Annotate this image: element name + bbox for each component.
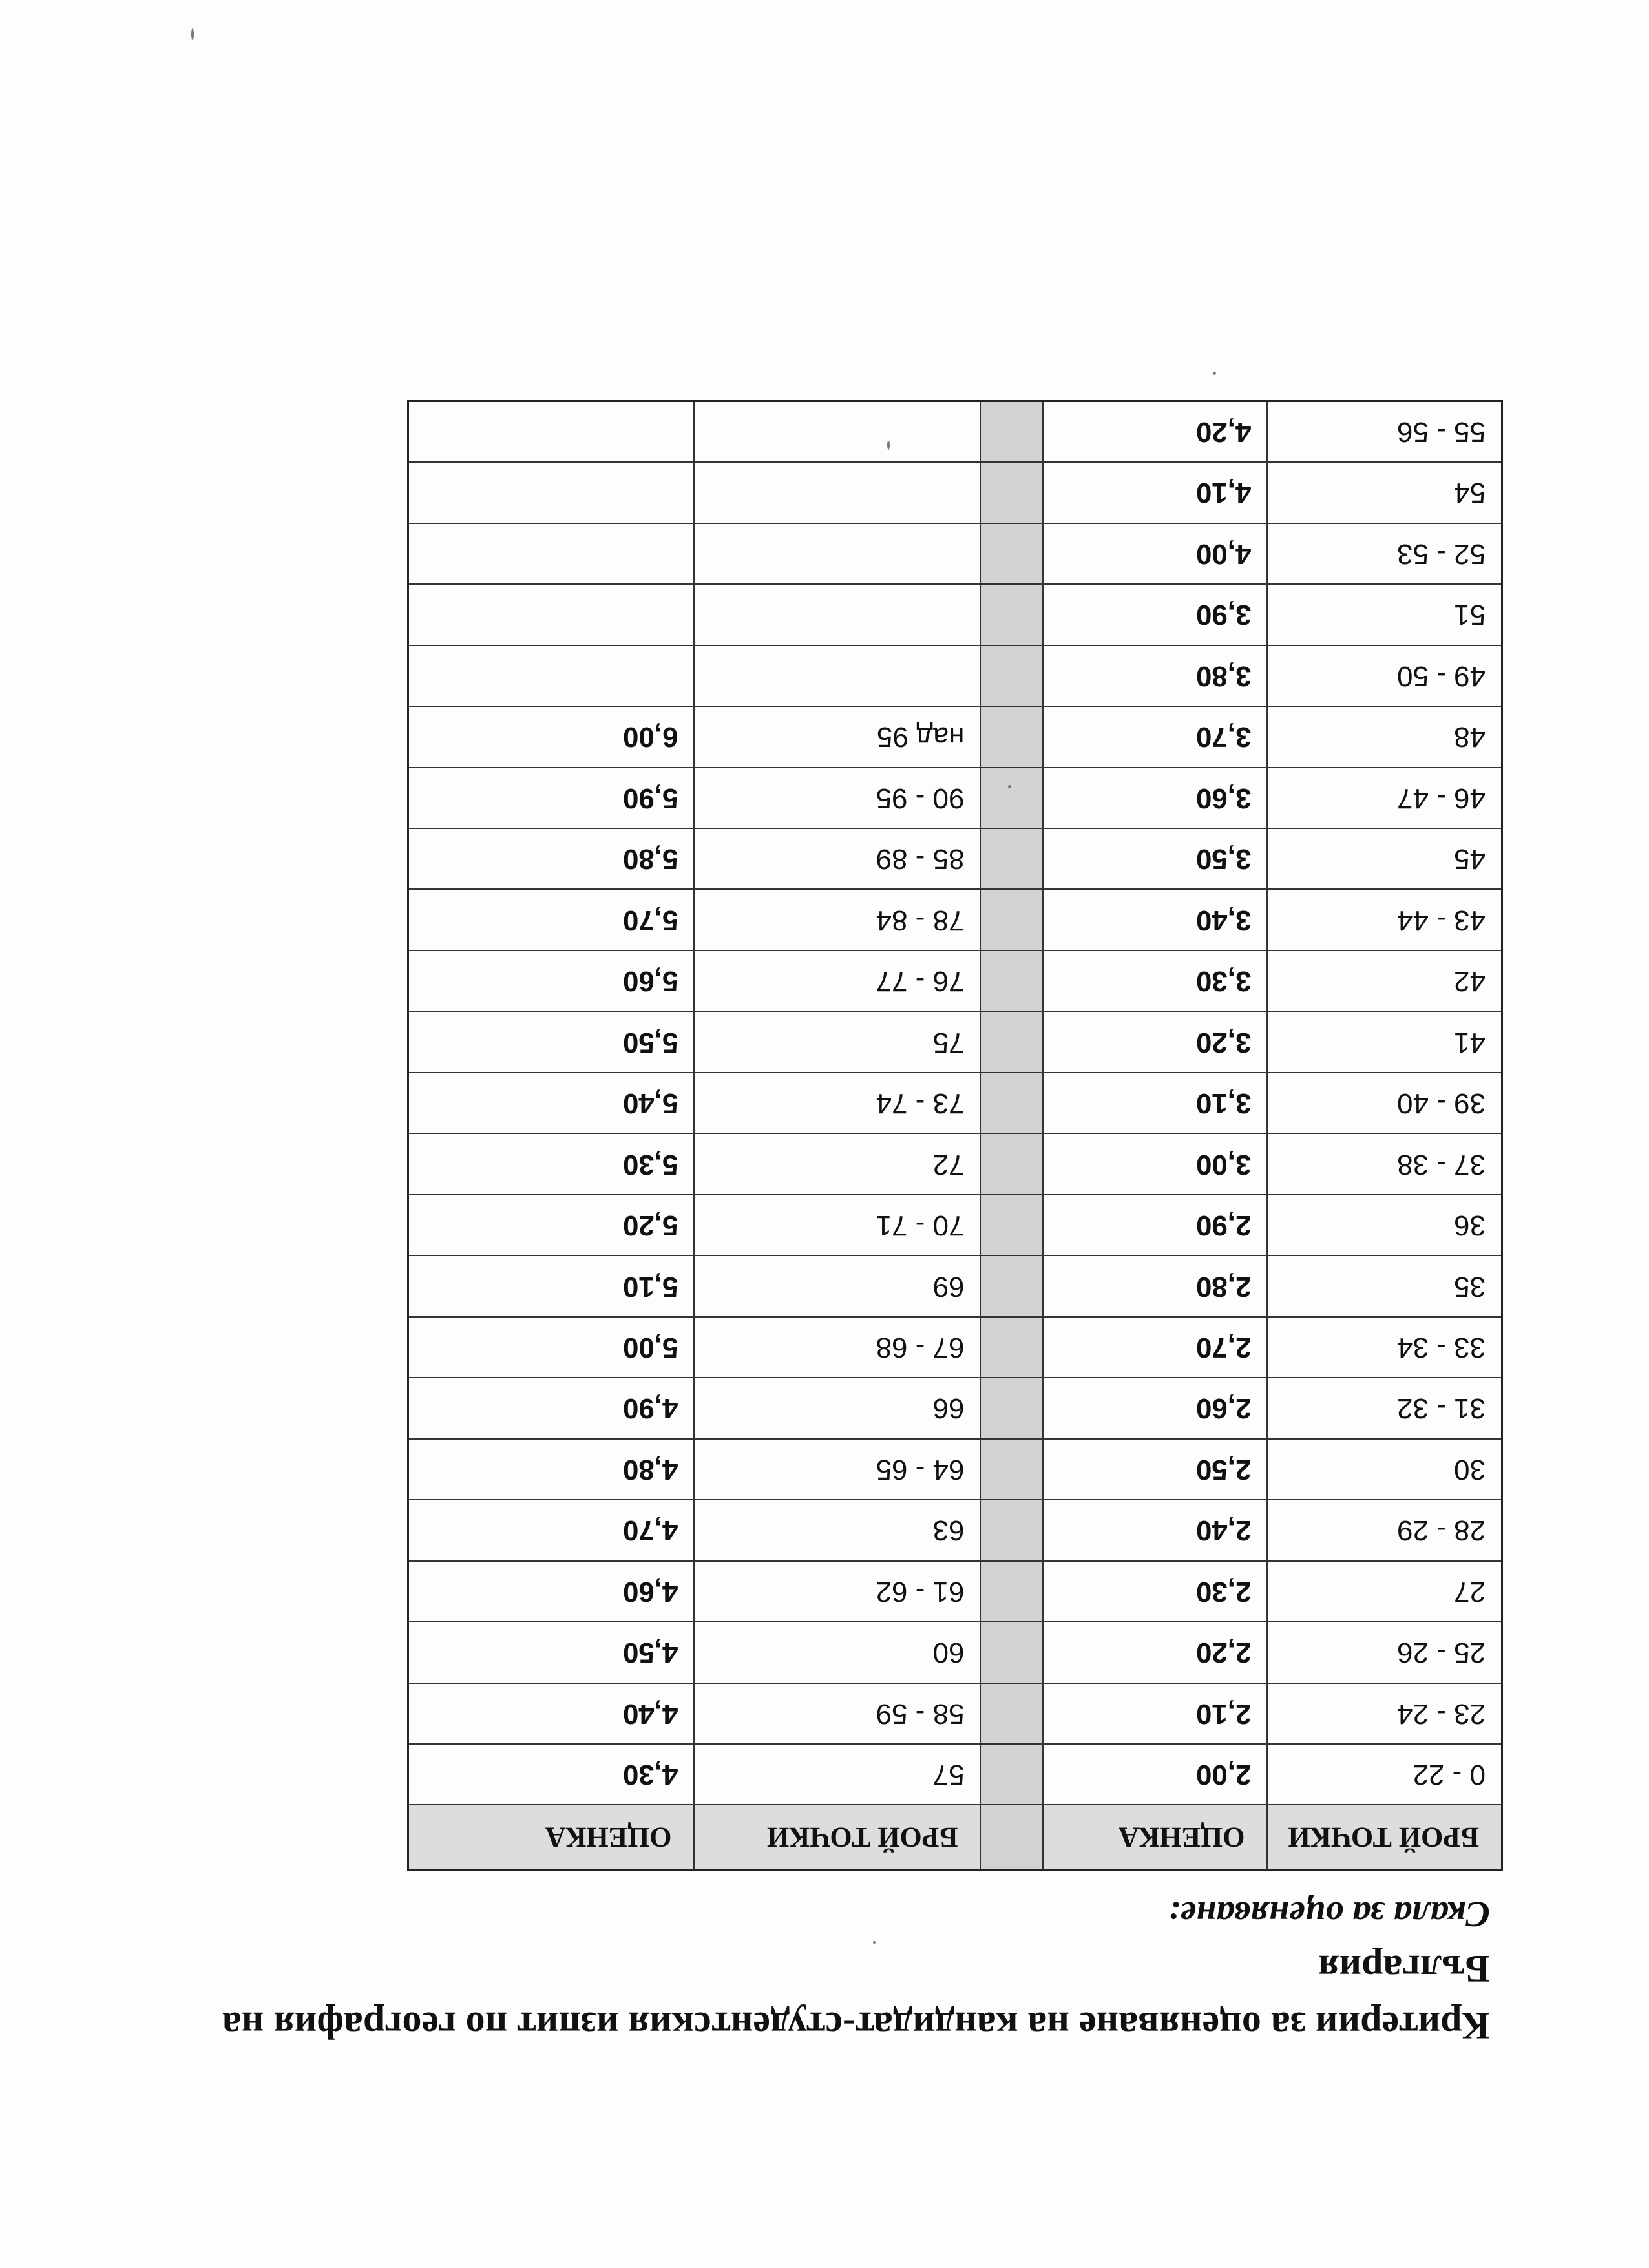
points-left-cell: 35 xyxy=(1268,1255,1502,1316)
points-left-cell: 45 xyxy=(1268,828,1502,889)
gap-cell xyxy=(981,1378,1044,1438)
header-gap xyxy=(981,1805,1044,1870)
gap-cell xyxy=(981,1439,1044,1500)
grade-right-cell: 5,10 xyxy=(408,1255,695,1316)
header-points-right: БРОЙ ТОЧКИ xyxy=(695,1805,981,1870)
gap-cell xyxy=(981,706,1044,767)
points-left-cell: 33 - 34 xyxy=(1268,1317,1502,1378)
gap-cell xyxy=(981,889,1044,950)
points-right-cell: 85 - 89 xyxy=(695,828,981,889)
table-row xyxy=(408,828,1502,889)
document-title: Критерии за оценяване на кандидат-студентския изпит по география на България xyxy=(222,1948,1490,2047)
grade-right-cell: 4,80 xyxy=(408,1439,695,1500)
grade-right-cell: 4,30 xyxy=(408,1744,695,1805)
points-left-cell: 31 - 32 xyxy=(1268,1378,1502,1438)
grade-left-cell: 3,80 xyxy=(1044,646,1268,706)
gap-cell xyxy=(981,1561,1044,1622)
gap-cell xyxy=(981,1255,1044,1316)
points-left-cell: 55 - 56 xyxy=(1268,401,1502,463)
points-right-cell: 57 xyxy=(695,1744,981,1805)
points-right-cell xyxy=(695,401,981,463)
gap-cell xyxy=(981,401,1044,463)
points-left-cell: 51 xyxy=(1268,584,1502,645)
gap-cell xyxy=(981,462,1044,523)
table-row xyxy=(408,1683,1502,1744)
points-right-cell: над 95 xyxy=(695,706,981,767)
gap-cell xyxy=(981,1195,1044,1255)
scan-speck xyxy=(887,441,890,450)
grade-left-cell: 2,70 xyxy=(1044,1317,1268,1378)
grade-right-cell: 4,60 xyxy=(408,1561,695,1622)
grade-left-cell: 2,10 xyxy=(1044,1683,1268,1744)
grade-right-cell: 5,20 xyxy=(408,1195,695,1255)
table-row xyxy=(408,523,1502,584)
gap-cell xyxy=(981,1073,1044,1133)
points-left-cell: 36 xyxy=(1268,1195,1502,1255)
gap-cell xyxy=(981,768,1044,828)
grade-left-cell: 4,20 xyxy=(1044,401,1268,463)
points-right-cell xyxy=(695,584,981,645)
points-right-cell: 69 xyxy=(695,1255,981,1316)
points-left-cell: 43 - 44 xyxy=(1268,889,1502,950)
grade-right-cell xyxy=(408,646,695,706)
grade-right-cell: 4,90 xyxy=(408,1378,695,1438)
points-left-cell: 52 - 53 xyxy=(1268,523,1502,584)
gap-cell xyxy=(981,646,1044,706)
points-left-cell: 27 xyxy=(1268,1561,1502,1622)
points-left-cell: 0 - 22 xyxy=(1268,1744,1502,1805)
grade-right-cell: 5,70 xyxy=(408,889,695,950)
gap-cell xyxy=(981,1317,1044,1378)
points-left-cell: 37 - 38 xyxy=(1268,1133,1502,1194)
table-row xyxy=(408,706,1502,767)
grade-left-cell: 2,30 xyxy=(1044,1561,1268,1622)
grade-left-cell: 2,90 xyxy=(1044,1195,1268,1255)
points-left-cell: 28 - 29 xyxy=(1268,1500,1502,1560)
grade-left-cell: 4,00 xyxy=(1044,523,1268,584)
gap-cell xyxy=(981,1683,1044,1744)
table-row xyxy=(408,1317,1502,1378)
table-row xyxy=(408,768,1502,828)
table-row xyxy=(408,1378,1502,1438)
points-right-cell: 70 - 71 xyxy=(695,1195,981,1255)
grade-right-cell: 5,60 xyxy=(408,950,695,1011)
scan-speck xyxy=(1008,785,1011,788)
points-left-cell: 39 - 40 xyxy=(1268,1073,1502,1133)
table-row xyxy=(408,950,1502,1011)
table-row xyxy=(408,1255,1502,1316)
points-left-cell: 42 xyxy=(1268,950,1502,1011)
scan-speck xyxy=(873,1941,876,1944)
grade-right-cell xyxy=(408,401,695,463)
grade-left-cell: 3,90 xyxy=(1044,584,1268,645)
table-row xyxy=(408,1011,1502,1072)
grade-left-cell: 3,50 xyxy=(1044,828,1268,889)
grade-left-cell: 3,70 xyxy=(1044,706,1268,767)
gap-cell xyxy=(981,828,1044,889)
gap-cell xyxy=(981,1622,1044,1683)
points-right-cell: 76 - 77 xyxy=(695,950,981,1011)
points-right-cell: 63 xyxy=(695,1500,981,1560)
grade-left-cell: 2,40 xyxy=(1044,1500,1268,1560)
points-right-cell xyxy=(695,462,981,523)
points-right-cell xyxy=(695,523,981,584)
gap-cell xyxy=(981,1500,1044,1560)
gap-cell xyxy=(981,1744,1044,1805)
grade-left-cell: 3,00 xyxy=(1044,1133,1268,1194)
grade-right-cell: 5,00 xyxy=(408,1317,695,1378)
points-right-cell: 72 xyxy=(695,1133,981,1194)
grade-right-cell: 5,40 xyxy=(408,1073,695,1133)
points-right-cell: 67 - 68 xyxy=(695,1317,981,1378)
table-row xyxy=(408,1073,1502,1133)
table-row xyxy=(408,401,1502,463)
grade-right-cell: 5,50 xyxy=(408,1011,695,1072)
points-left-cell: 30 xyxy=(1268,1439,1502,1500)
grading-scale-table xyxy=(407,400,1503,1871)
points-right-cell: 73 - 74 xyxy=(695,1073,981,1133)
table-row xyxy=(408,1561,1502,1622)
grade-left-cell: 2,50 xyxy=(1044,1439,1268,1500)
gap-cell xyxy=(981,950,1044,1011)
grade-right-cell: 5,90 xyxy=(408,768,695,828)
grade-left-cell: 2,20 xyxy=(1044,1622,1268,1683)
table-row xyxy=(408,646,1502,706)
grade-left-cell: 4,10 xyxy=(1044,462,1268,523)
points-right-cell: 90 - 95 xyxy=(695,768,981,828)
table-row xyxy=(408,1744,1502,1805)
header-grade-left: ОЦЕНКА xyxy=(1044,1805,1268,1870)
points-right-cell: 75 xyxy=(695,1011,981,1072)
table-row xyxy=(408,1133,1502,1194)
scan-speck xyxy=(1213,372,1216,375)
grade-right-cell: 6,00 xyxy=(408,706,695,767)
grade-left-cell: 3,20 xyxy=(1044,1011,1268,1072)
grade-right-cell: 4,50 xyxy=(408,1622,695,1683)
scan-speck xyxy=(191,28,194,40)
grade-left-cell: 3,30 xyxy=(1044,950,1268,1011)
points-left-cell: 25 - 26 xyxy=(1268,1622,1502,1683)
grade-right-cell: 5,30 xyxy=(408,1133,695,1194)
table-row xyxy=(408,1500,1502,1560)
grade-left-cell: 2,60 xyxy=(1044,1378,1268,1438)
points-right-cell: 60 xyxy=(695,1622,981,1683)
grade-left-cell: 3,60 xyxy=(1044,768,1268,828)
document-subtitle: Скала за оценяване: xyxy=(1168,1894,1490,1934)
points-right-cell: 58 - 59 xyxy=(695,1683,981,1744)
grade-left-cell: 3,10 xyxy=(1044,1073,1268,1133)
points-left-cell: 54 xyxy=(1268,462,1502,523)
table-row xyxy=(408,1439,1502,1500)
grade-right-cell: 5,80 xyxy=(408,828,695,889)
table-row xyxy=(408,584,1502,645)
gap-cell xyxy=(981,1133,1044,1194)
grade-left-cell: 3,40 xyxy=(1044,889,1268,950)
table-row xyxy=(408,462,1502,523)
grade-right-cell xyxy=(408,584,695,645)
points-left-cell: 49 - 50 xyxy=(1268,646,1502,706)
points-right-cell: 64 - 65 xyxy=(695,1439,981,1500)
table-row xyxy=(408,889,1502,950)
table-header-row xyxy=(408,1805,1502,1870)
points-right-cell: 61 - 62 xyxy=(695,1561,981,1622)
gap-cell xyxy=(981,1011,1044,1072)
header-points-left: БРОЙ ТОЧКИ xyxy=(1268,1805,1502,1870)
points-left-cell: 46 - 47 xyxy=(1268,768,1502,828)
gap-cell xyxy=(981,584,1044,645)
points-right-cell: 66 xyxy=(695,1378,981,1438)
table-body xyxy=(408,401,1502,1805)
points-left-cell: 48 xyxy=(1268,706,1502,767)
grade-right-cell: 4,70 xyxy=(408,1500,695,1560)
grade-left-cell: 2,80 xyxy=(1044,1255,1268,1316)
grade-left-cell: 2,00 xyxy=(1044,1744,1268,1805)
gap-cell xyxy=(981,523,1044,584)
points-left-cell: 41 xyxy=(1268,1011,1502,1072)
table-row xyxy=(408,1622,1502,1683)
grade-right-cell: 4,40 xyxy=(408,1683,695,1744)
points-left-cell: 23 - 24 xyxy=(1268,1683,1502,1744)
points-right-cell: 78 - 84 xyxy=(695,889,981,950)
grade-right-cell xyxy=(408,523,695,584)
header-grade-right: ОЦЕНКА xyxy=(408,1805,695,1870)
table-row xyxy=(408,1195,1502,1255)
points-right-cell xyxy=(695,646,981,706)
grade-right-cell xyxy=(408,462,695,523)
